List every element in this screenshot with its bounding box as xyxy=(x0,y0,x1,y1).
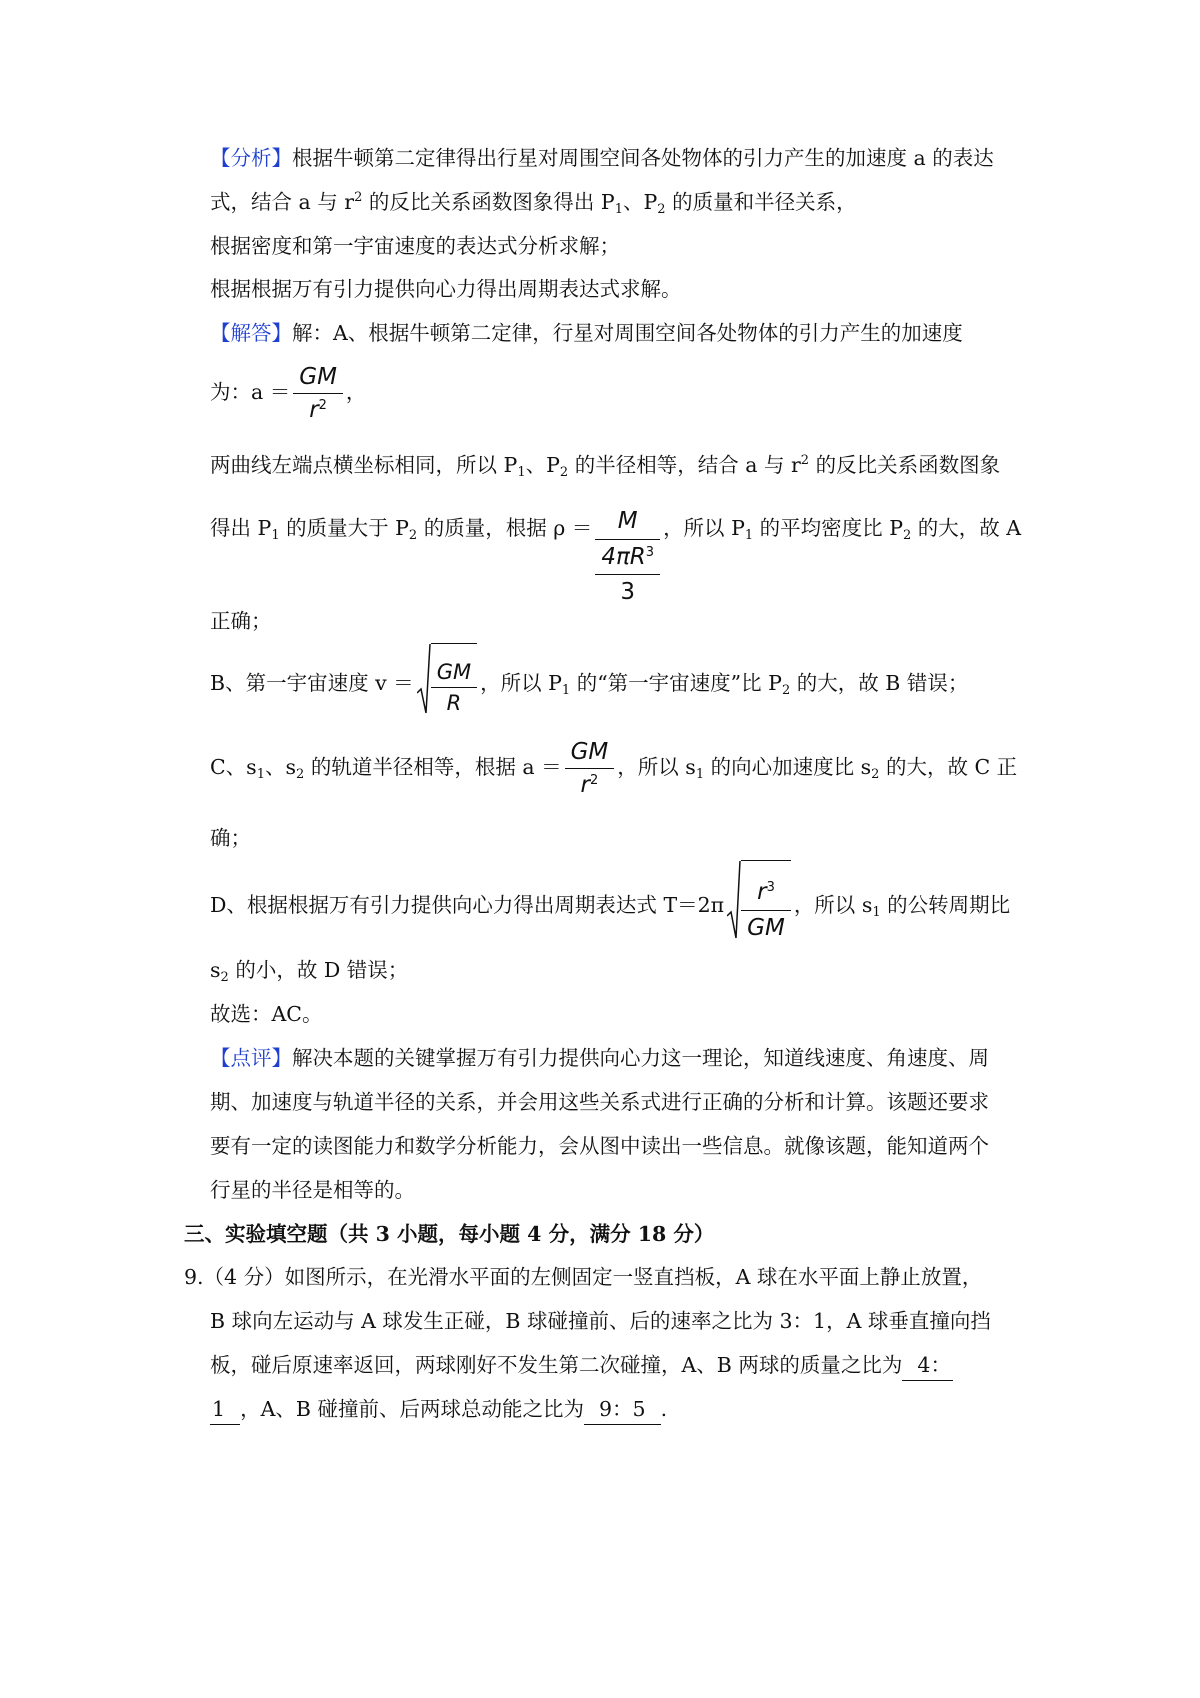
answer-line-1: 【解答】解：A、根据牛顿第二定律，行星对周围空间各处物体的引力产生的加速度 xyxy=(210,321,963,345)
question-9-line-3: 板，碰后原速率返回，两球刚好不发生第二次碰撞，A、B 两球的质量之比为 4： xyxy=(210,1350,953,1381)
answer-d-line: D、根据根据万有引力提供向心力得出周期表达式 T＝2π $\frac{r^3}{GM}$ ，所以 $s_1$ 的公转周期比 xyxy=(210,860,1010,953)
sqrt-r3-over-gm: $\frac{r^3}{GM}$ xyxy=(727,860,791,953)
analysis-line-3: 根据密度和第一宇宙速度的表达式分析求解； xyxy=(210,234,620,258)
answer-line-2: 为：a ＝ $\frac{GM}{r^2}$ ， xyxy=(210,356,366,428)
radical-sign-icon xyxy=(727,860,741,940)
sqrt-gm-over-r: $\frac{GM}{R}$ xyxy=(417,643,477,726)
analysis-line-2: 式，结合 a 与 $r^2$ 的反比关系函数图象得出 $P_1$、$P_2$ 的质量和半径关系， xyxy=(210,190,857,217)
analysis-text-1: 根据牛顿第二定律得出行星对周围空间各处物体的引力产生的加速度 a 的表达 xyxy=(292,146,994,170)
analysis-tag: 【分析】 xyxy=(210,146,292,170)
fraction-a-gm-r2-c: $\frac{GM}{r^2}$ xyxy=(565,736,615,801)
fraction-a-gm-r2: $\frac{GM}{r^2}$ xyxy=(293,361,343,426)
answer-blank-1: 4： xyxy=(902,1350,953,1381)
answer-blank-2: 9：5 xyxy=(584,1394,661,1425)
answer-d-line-2: $s_2$ 的小，故 D 错误； xyxy=(210,958,409,985)
question-9-line-2: B 球向左运动与 A 球发生正碰，B 球碰撞前、后的速率之比为 3：1，A 球垂直撞向挡 xyxy=(210,1309,991,1333)
answer-line-4: 得出 $P_1$ 的质量大于 $P_2$ 的质量，根据 ρ ＝ $\frac{M}{\frac{4\pi R^3}{3}}$ ，所以 $P_1$ 的平均密度比 $P_2$ 的大，故 A xyxy=(210,478,1021,609)
answer-line-3: 两曲线左端点横坐标相同，所以 $P_1$、$P_2$ 的半径相等，结合 a 与 $r^2$ 的反比关系函数图象 xyxy=(210,453,1001,480)
answer-choice: 故选：AC。 xyxy=(210,1002,323,1026)
answer-c-line: C、$s_1$、$s_2$ 的轨道半径相等，根据 a ＝ $\frac{GM}{r^2}$ ，所以 $s_1$ 的向心加速度比 $s_2$ 的大，故 C 正 xyxy=(210,727,1017,807)
fraction-density: $\frac{M}{\frac{4\pi R^3}{3}}$ xyxy=(595,503,660,609)
section-heading: 三、实验填空题（共 3 小题，每小题 4 分，满分 18 分） xyxy=(184,1222,715,1246)
analysis-line-1 xyxy=(210,143,994,173)
answer-line-5: 正确； xyxy=(210,609,272,633)
question-9-line-4: 1 ，A、B 碰撞前、后两球总动能之比为 9：5 . xyxy=(210,1394,667,1425)
answer-b-line: B、第一宇宙速度 v ＝ $\frac{GM}{R}$ ，所以 $P_1$ 的“第一宇宙速度”比 $P_2$ 的大，故 B 错误； xyxy=(210,643,968,726)
comment-line-4: 行星的半径是相等的。 xyxy=(210,1178,415,1202)
answer-tag: 【解答】 xyxy=(210,321,292,345)
comment-line-1: 【点评】解决本题的关键掌握万有引力提供向心力这一理论，知道线速度、角速度、周 xyxy=(210,1046,989,1070)
answer-blank-1-cont: 1 xyxy=(210,1394,240,1425)
question-9-line-1: 9.（4 分）如图所示，在光滑水平面的左侧固定一竖直挡板，A 球在水平面上静止放置， xyxy=(184,1265,983,1289)
answer-c-line-2: 确； xyxy=(210,826,251,850)
comment-line-2: 期、加速度与轨道半径的关系，并会用这些关系式进行正确的分析和计算。该题还要求 xyxy=(210,1090,989,1114)
comment-line-3: 要有一定的读图能力和数学分析能力，会从图中读出一些信息。就像该题，能知道两个 xyxy=(210,1134,989,1158)
analysis-line-4: 根据根据万有引力提供向心力得出周期表达式求解。 xyxy=(210,277,682,301)
comment-tag: 【点评】 xyxy=(210,1046,292,1070)
radical-sign-icon xyxy=(417,643,431,715)
